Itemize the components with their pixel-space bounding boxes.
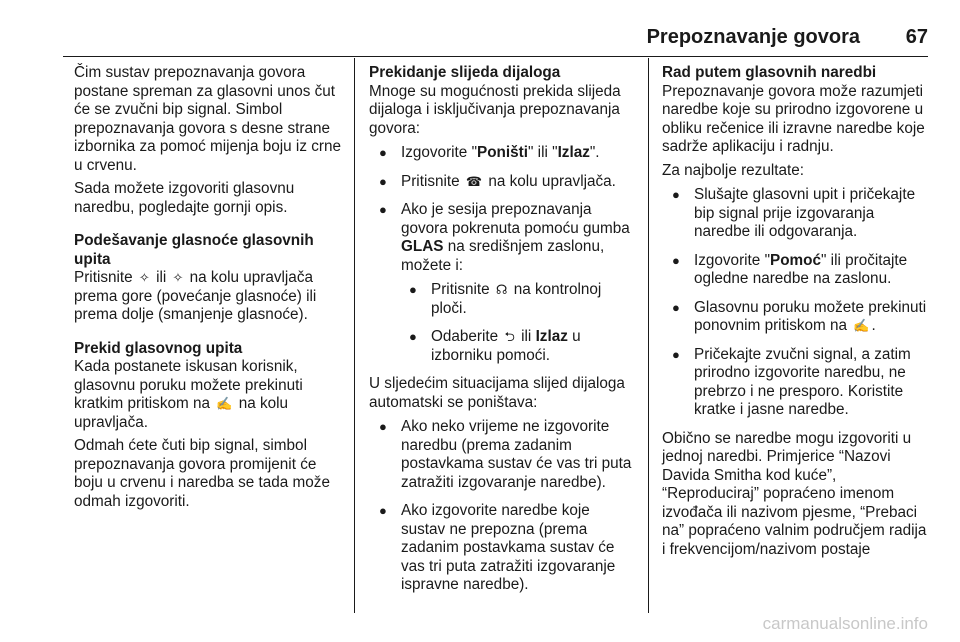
bullet-list (369, 144, 634, 365)
paragraph: Sada možete izgovoriti glasovnu naredbu, pogledajte gornji opis. (74, 180, 295, 216)
column-divider-1 (354, 58, 355, 613)
section-heading: Rad putem glasovnih naredbi (662, 64, 877, 81)
list-item: ● Ako izgovorite naredbe koje sustav ne prepozna (prema zadanim postavkama sustav će vas tri puta zatražiti izgovaranje ispravne naredbe). (369, 502, 634, 595)
list-item: ● Odaberite ⮌ ili Izlaz u izborniku pomoći. (401, 328, 634, 365)
volume-up-icon: ✧ (138, 270, 150, 285)
list-item: ● Izgovorite "Poništi" ili "Izlaz". (369, 144, 634, 163)
list-item: ● Izgovorite "Pomoć" ili pročitajte ogledne naredbe na zaslonu. (662, 252, 927, 289)
hang-up-icon: ☎ (465, 173, 483, 189)
list-item: ● Pritisnite ☎ na kolu upravljača. (369, 173, 634, 192)
paragraph: Za najbolje rezultate: (662, 161, 805, 179)
back-icon: ⮌ (504, 329, 515, 344)
paragraph: Mnoge su mogućnosti prekida slijeda dijaloga i isključivanja prepoznavanja govora: (369, 82, 621, 137)
page-number: 67 (905, 26, 928, 48)
column-divider-2 (648, 58, 649, 613)
watermark: carmanualsonline.info (762, 614, 928, 633)
bullet-list (662, 186, 927, 420)
list-item: ● Ako neko vrijeme ne izgovorite naredbu (prema zadanim postavkama sustav će vas tri puta zatražiti izgovaranje naredbe). (369, 418, 634, 492)
list-item: ● Pritisnite ☊ na kontrolnoj ploči. (401, 281, 634, 318)
column-1 (74, 64, 344, 516)
voice-icon: ✍ (216, 396, 233, 411)
list-item: ● Pričekajte zvučni signal, a zatim prirodno izgovorite naredbu, ne prebrzo i ne presporo. Koristite kratke i jasne naredbe. (662, 346, 927, 420)
section-heading: Prekidanje slijeda dijaloga (369, 64, 561, 81)
paragraph: Pritisnite ✧ ili ✧ na kolu upravljača prema gore (povećanje glasnoće) ili prema dolje (smanjenje glasnoće). (74, 269, 317, 323)
column-2 (369, 64, 634, 605)
paragraph: Obično se naredbe mogu izgovoriti u jednoj naredbi. Primjerice “Nazovi Davida Smitha kod kuće”, “Reproduciraj” popraćeno imenom izvođača ili nazivom pjesme, “Prebaci na” popraćeno valnim područjem radija i frekvencijom/nazivom postaje (662, 429, 927, 558)
column-3 (662, 64, 927, 564)
header-divider (63, 56, 928, 57)
list-item: ● Glasovnu poruku možete prekinuti ponovnim pritiskom na ✍ . (662, 299, 927, 336)
volume-down-icon: ✧ (172, 270, 184, 285)
list-item: ● Slušajte glasovni upit i pričekajte bip signal prije izgovaranja naredbe ili odgovaranja. (662, 186, 927, 242)
section-heading: Prekid glasovnog upita (74, 339, 243, 357)
list-item: ● Ako je sesija prepoznavanja govora pokrenuta pomoću gumba GLAS na središnjem zaslonu, možete i: ● Pritisnite ☊ na kontrolnoj ploči. ● Odaberite ⮌ ili Izlaz u izborniku pomoći. (369, 201, 634, 365)
page-title: Prepoznavanje govora (646, 26, 860, 48)
voice-icon: ✍ (853, 318, 870, 333)
bullet-list (369, 418, 634, 595)
section-heading: Podešavanje glasnoće glasovnih upita (74, 232, 314, 268)
paragraph: Čim sustav prepoznavanja govora postane spreman za glasovni unos čut će se zvučni bip signal. Simbol prepoznavanja govora s desne strane izbornika za pomoć mijenja boju iz crne u crvenu. (74, 64, 341, 174)
paragraph: Kada postanete iskusan korisnik, glasovnu poruku možete prekinuti kratkim pritiskom na ✍ na kolu upravljača. (74, 358, 303, 431)
paragraph: Prepoznavanje govora može razumjeti naredbe koje su prirodno izgovorene u obliku rečenice ili izravne naredbe koje sadrže aplikaciju i radnju. (662, 82, 925, 155)
sub-bullet-list (401, 281, 634, 365)
paragraph: Odmah ćete čuti bip signal, simbol prepoznavanja govora promijenit će boju u crvenu i naredba se tada može odmah izgovoriti. (74, 437, 330, 510)
paragraph: U sljedećim situacijama slijed dijaloga automatski se poništava: (369, 375, 625, 411)
home-voice-icon: ☊ (495, 282, 508, 297)
